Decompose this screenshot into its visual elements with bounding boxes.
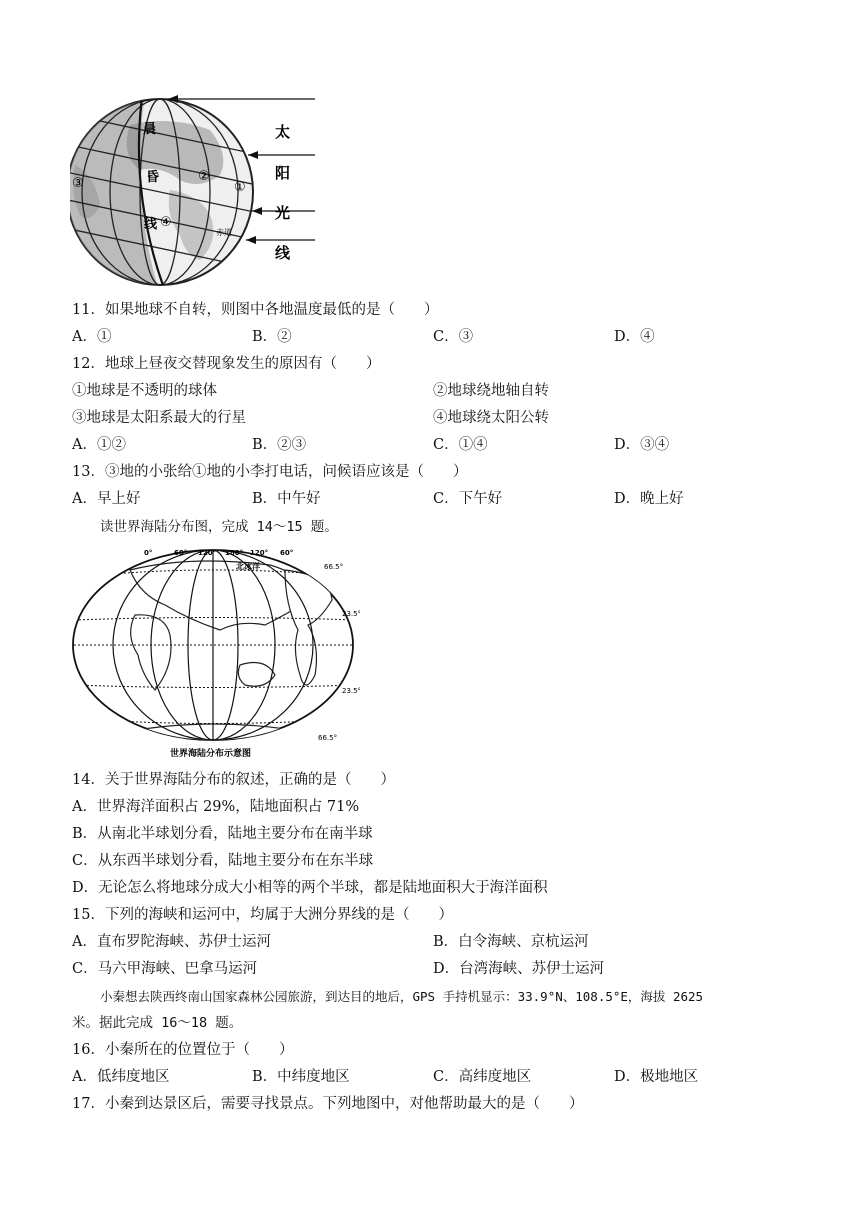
q15-option-c: C．马六甲海峡、巴拿马运河 (72, 961, 258, 977)
longitude-label-5: 120° (250, 549, 269, 557)
intro-16-18-line-2: 米。据此完成 16～18 题。 (72, 1015, 243, 1031)
q13-option-d: D．晚上好 (614, 491, 684, 507)
q13-option-a: A．早上好 (72, 491, 141, 507)
q13-option-b: B．中午好 (252, 491, 321, 507)
world-map-figure (70, 545, 360, 763)
q16-option-b: B．中纬度地区 (252, 1069, 350, 1085)
sunlight-label-4: 线 (275, 244, 291, 262)
q12-statement-3: ③地球是太阳系最大的行星 (72, 410, 246, 426)
q13-stem: 13．③地的小张给①地的小李打电话，问候语应该是（ ） (72, 464, 468, 480)
arctic-ocean-label: 北冰洋 (236, 562, 260, 571)
intro-16-18-line-1: 小秦想去陕西终南山国家森林公园旅游，到达目的地后，GPS 手持机显示：33.9°N、108.5°E，海拔 2625 (100, 989, 704, 1004)
point-3-label: ③ (72, 176, 84, 191)
terminator-label-2: 昏 (146, 170, 160, 185)
longitude-label-1: 0° (144, 549, 153, 557)
point-1-label: ① (234, 180, 246, 195)
q15-stem: 15．下列的海峡和运河中，均属于大洲分界线的是（ ） (72, 907, 453, 923)
q12-statement-1: ①地球是不透明的球体 (72, 383, 217, 399)
q12-stem: 12．地球上昼夜交替现象发生的原因有（ ） (72, 356, 381, 372)
q11-option-a: A．① (72, 329, 112, 345)
q16-option-c: C．高纬度地区 (433, 1069, 532, 1085)
longitude-label-2: 60° (174, 549, 188, 557)
q16-option-a: A．低纬度地区 (72, 1069, 170, 1085)
point-2-label: ② (198, 169, 210, 184)
q12-statement-4: ④地球绕太阳公转 (433, 410, 549, 426)
q11-stem: 11．如果地球不自转，则图中各地温度最低的是（ ） (72, 302, 439, 318)
q14-option-c: C．从东西半球划分看，陆地主要分布在东半球 (72, 853, 374, 869)
q12-option-d: D．③④ (614, 437, 670, 453)
globe-sunlight-figure (70, 95, 322, 290)
q14-option-b: B．从南北半球划分看，陆地主要分布在南半球 (72, 826, 373, 842)
q16-stem: 16．小秦所在的位置位于（ ） (72, 1042, 294, 1058)
q14-option-a: A．世界海洋面积占 29%，陆地面积占 71% (72, 799, 360, 815)
longitude-label-3: 120° (198, 549, 217, 557)
latitude-label-2: 23.5° (342, 610, 360, 618)
longitude-label-6: 60° (280, 549, 294, 557)
q11-option-d: D．④ (614, 329, 655, 345)
q11-option-b: B．② (252, 329, 292, 345)
point-4-label: ④ (160, 215, 172, 230)
latitude-label-3: 23.5° (342, 687, 360, 695)
q12-statement-2: ②地球绕地轴自转 (433, 383, 549, 399)
q11-option-c: C．③ (433, 329, 474, 345)
map-caption: 世界海陆分布示意图 (170, 749, 252, 759)
latitude-label-1: 66.5° (324, 563, 344, 571)
terminator-label-1: 晨 (143, 122, 157, 137)
longitude-label-4: 180° (225, 549, 244, 557)
sunlight-label-1: 太 (275, 123, 291, 141)
q13-option-c: C．下午好 (433, 491, 503, 507)
q12-option-b: B．②③ (252, 437, 307, 453)
q12-option-a: A．①② (72, 437, 126, 453)
sunlight-label-2: 阳 (275, 164, 291, 182)
q15-option-a: A．直布罗陀海峡、苏伊士运河 (72, 934, 271, 950)
q15-option-b: B．白令海峡、京杭运河 (433, 934, 589, 950)
equator-label: 赤道 (216, 228, 232, 237)
q16-option-d: D．极地地区 (614, 1069, 699, 1085)
terminator-label-3: 线 (144, 217, 158, 232)
sunlight-label-3: 光 (275, 204, 291, 222)
latitude-label-4: 66.5° (318, 734, 338, 742)
q17-stem: 17．小秦到达景区后，需要寻找景点。下列地图中，对他帮助最大的是（ ） (72, 1096, 584, 1112)
intro-14-15: 读世界海陆分布图，完成 14～15 题。 (100, 519, 338, 535)
q14-stem: 14．关于世界海陆分布的叙述，正确的是（ ） (72, 772, 395, 788)
q15-option-d: D．台湾海峡、苏伊士运河 (433, 961, 605, 977)
q12-option-c: C．①④ (433, 437, 488, 453)
q14-option-d: D．无论怎么将地球分成大小相等的两个半球，都是陆地面积大于海洋面积 (72, 880, 548, 896)
